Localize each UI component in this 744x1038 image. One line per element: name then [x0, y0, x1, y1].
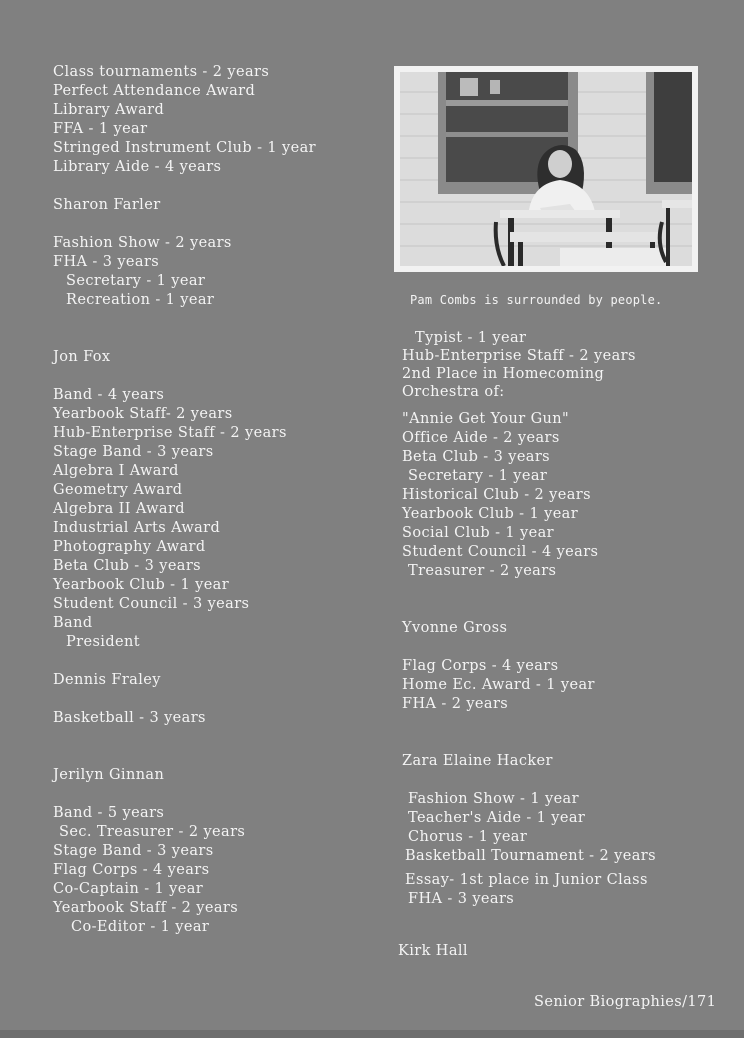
list-item: Geometry Award: [53, 482, 183, 498]
list-item: Fashion Show - 2 years: [53, 235, 232, 251]
list-item: Treasurer - 2 years: [408, 563, 557, 579]
list-item: Library Aide - 4 years: [53, 159, 222, 175]
list-item: Hub-Enterprise Staff - 2 years: [402, 348, 636, 364]
list-item: Flag Corps - 4 years: [53, 862, 210, 878]
list-item: President: [66, 634, 140, 650]
senior-name: Kirk Hall: [398, 943, 468, 959]
list-item: Student Council - 4 years: [402, 544, 599, 560]
list-item: Fashion Show - 1 year: [408, 791, 579, 807]
page-edge: [0, 1030, 744, 1038]
list-item: Recreation - 1 year: [66, 292, 215, 308]
list-item: Algebra I Award: [53, 463, 179, 479]
senior-name: Dennis Fraley: [53, 672, 161, 688]
list-item: Co-Captain - 1 year: [53, 881, 204, 897]
list-item: Sec. Treasurer - 2 years: [59, 824, 246, 840]
list-item: 2nd Place in Homecoming: [402, 366, 605, 382]
list-item: Secretary - 1 year: [408, 468, 548, 484]
list-item: Social Club - 1 year: [402, 525, 554, 541]
list-item: Band: [53, 615, 93, 631]
list-item: Hub-Enterprise Staff - 2 years: [53, 425, 287, 441]
list-item: Band - 4 years: [53, 387, 165, 403]
list-item: Yearbook Staff- 2 years: [53, 406, 233, 422]
list-item: FHA - 3 years: [53, 254, 160, 270]
list-item: Perfect Attendance Award: [53, 83, 256, 99]
list-item: Yearbook Staff - 2 years: [53, 900, 239, 916]
list-item: Band - 5 years: [53, 805, 165, 821]
list-item: "Annie Get Your Gun": [402, 411, 570, 427]
list-item: Basketball - 3 years: [53, 710, 206, 726]
list-item: Student Council - 3 years: [53, 596, 250, 612]
list-item: Typist - 1 year: [415, 330, 527, 346]
list-item: FHA - 3 years: [408, 891, 515, 907]
list-item: FFA - 1 year: [53, 121, 148, 137]
list-item: Co-Editor - 1 year: [71, 919, 210, 935]
senior-name: Jon Fox: [53, 349, 111, 365]
list-item: Chorus - 1 year: [408, 829, 528, 845]
list-item: Beta Club - 3 years: [402, 449, 551, 465]
list-item: Class tournaments - 2 years: [53, 64, 270, 80]
senior-name: Sharon Farler: [53, 197, 161, 213]
list-item: Yearbook Club - 1 year: [53, 577, 230, 593]
list-item: Yearbook Club - 1 year: [402, 506, 579, 522]
senior-name: Jerilyn Ginnan: [53, 767, 165, 783]
senior-name: Zara Elaine Hacker: [402, 753, 553, 769]
list-item: FHA - 2 years: [402, 696, 509, 712]
list-item: Industrial Arts Award: [53, 520, 221, 536]
right-column: [398, 329, 656, 961]
list-item: Secretary - 1 year: [66, 273, 206, 289]
list-item: Beta Club - 3 years: [53, 558, 202, 574]
photo-image: [400, 72, 692, 266]
photo-caption: Pam Combs is surrounded by people.: [410, 293, 663, 307]
list-item: Stringed Instrument Club - 1 year: [53, 140, 316, 156]
list-item: Historical Club - 2 years: [402, 487, 591, 503]
list-item: Office Aide - 2 years: [402, 430, 560, 446]
left-column: [53, 63, 316, 937]
list-item: Orchestra of:: [402, 384, 505, 400]
list-item: Home Ec. Award - 1 year: [402, 677, 595, 693]
list-item: Library Award: [53, 102, 165, 118]
list-item: Stage Band - 3 years: [53, 444, 214, 460]
list-item: Basketball Tournament - 2 years: [405, 848, 656, 864]
list-item: Essay- 1st place in Junior Class: [405, 872, 648, 888]
senior-name: Yvonne Gross: [402, 620, 508, 636]
list-item: Stage Band - 3 years: [53, 843, 214, 859]
page-folio: Senior Biographies/171: [534, 994, 717, 1010]
list-item: Photography Award: [53, 539, 206, 555]
list-item: Flag Corps - 4 years: [402, 658, 559, 674]
list-item: Algebra II Award: [53, 501, 185, 517]
photo-student-writing: [394, 66, 698, 272]
list-item: Teacher's Aide - 1 year: [408, 810, 586, 826]
